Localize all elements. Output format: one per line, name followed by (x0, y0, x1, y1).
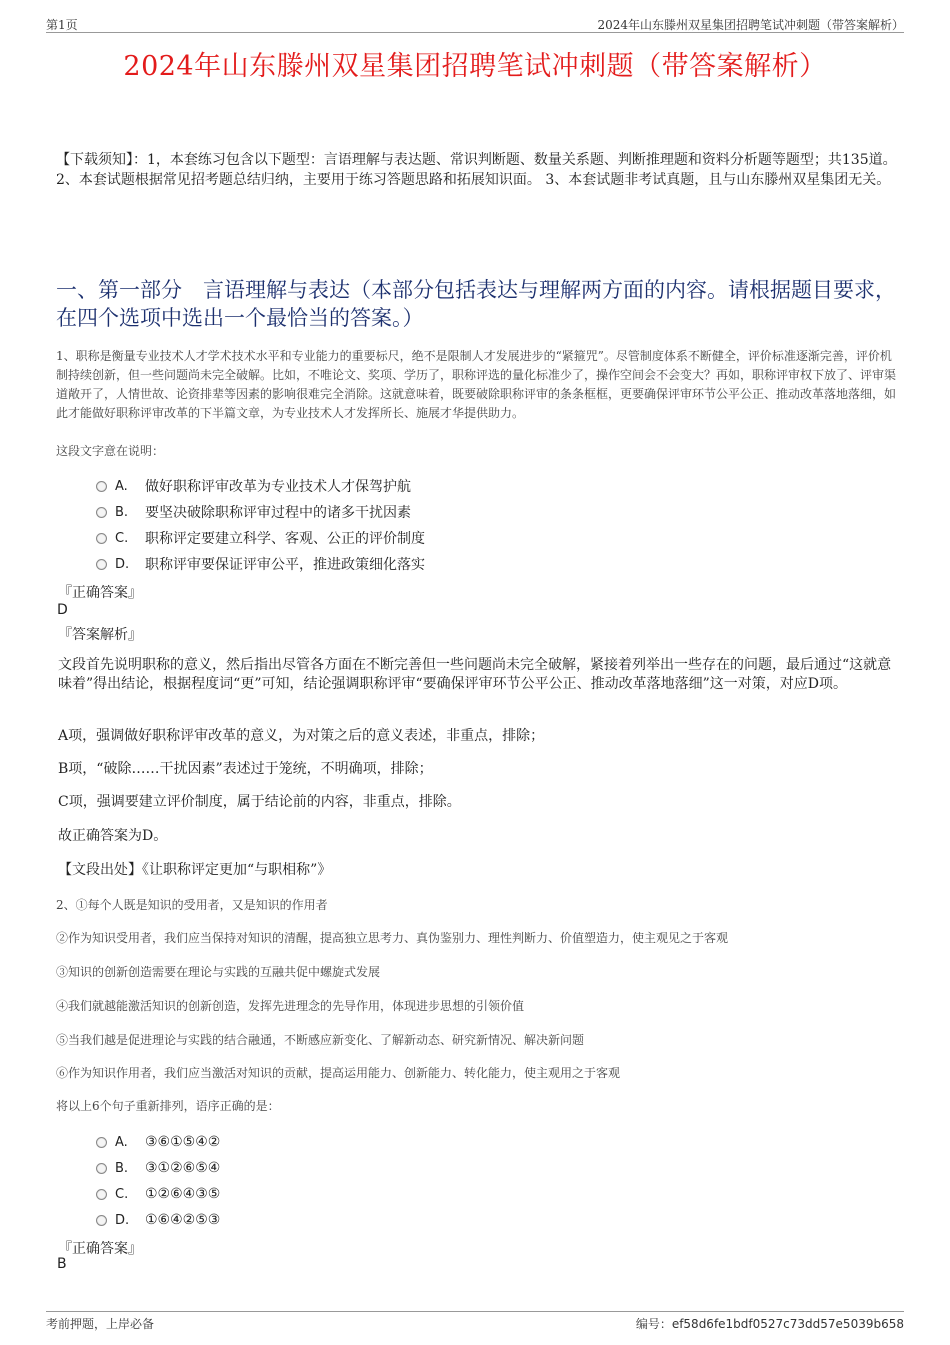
radio-icon[interactable] (96, 533, 107, 544)
q2-question: 将以上6个句子重新排列，语序正确的是： (56, 1099, 280, 1113)
option-text: ③⑥①⑤④② (145, 1134, 221, 1150)
q1-analysis-a: A项，强调做好职称评审改革的意义，为对策之后的意义表述，非重点，排除； (58, 728, 545, 744)
radio-icon[interactable] (96, 1137, 107, 1148)
q2-option-a[interactable] (96, 1132, 220, 1152)
q2-answer-label: 『正确答案』 (58, 1241, 142, 1257)
q1-option-c[interactable] (96, 528, 425, 548)
q1-analysis-label: 『答案解析』 (58, 627, 142, 643)
radio-icon[interactable] (96, 1215, 107, 1226)
option-letter: C. (115, 1186, 129, 1202)
q1-option-a[interactable] (96, 476, 411, 496)
footer-slogan: 考前押题，上岸必备 (46, 1317, 155, 1331)
q1-answer: D (57, 602, 68, 618)
radio-icon[interactable] (96, 481, 107, 492)
radio-icon[interactable] (96, 1189, 107, 1200)
option-letter: B. (115, 1160, 129, 1176)
q2-option-b[interactable] (96, 1158, 220, 1178)
q1-stem: 1、职称是衡量专业技术人才学术技术水平和专业能力的重要标尺，绝不是限制人才发展进步的“紧箍咒”。尽管制度体系不断健全，评价标准逐渐完善，评价机制持续创新，但一些问题尚未完全破解。比如，不唯论文、奖项、学历了，职称评选的量化标准少了，操作空间会不会变大？再如，职称评审权下放了、评审渠道敞开了，人情世故、论资排辈等因素的影响很难完全消除。这就意味着，既要破除职称评审的条条框框，更要确保评审环节公平公正、推动改革落地落细，如此才能做好职称评审改革的下半篇文章，为专业技术人才发挥所长、施展才华提供助力。 (56, 349, 897, 420)
page-header (46, 14, 904, 33)
q2-sentence-3: ③知识的创新创造需要在理论与实践的互融共促中螺旋式发展 (56, 965, 381, 979)
option-letter: A. (115, 1134, 128, 1150)
q2-sentence-5: ⑤当我们越是促进理论与实践的结合融通，不断感应新变化、了解新动态、研究新情况、解决新问题 (56, 1033, 585, 1047)
q1-analysis-paragraph: 文段首先说明职称的意义，然后指出尽管各方面在不断完善但一些问题尚未完全破解，紧接着列举出一些存在的问题，最后通过“这就意味着”得出结论，根据程度词“更”可知，结论强调职称评审“要确保评审环节公平公正、推动改革落地落细”这一对策，对应D项。 (58, 657, 892, 692)
q1-source: 【文段出处】《让职称评定更加“与职相称”》 (58, 862, 332, 878)
option-letter: D. (115, 556, 130, 572)
radio-icon[interactable] (96, 1163, 107, 1174)
download-notice: 【下载须知】：1，本套练习包含以下题型：言语理解与表达题、常识判断题、数量关系题、判断推理题和资料分析题等题型；共135道。 2、本套试题根据常见招考题总结归纳，主要用于练习答题思路和拓展知识面。 3、本套试题非考试真题，且与山东滕州双星集团无关。 (56, 152, 897, 188)
section-title: 一、第一部分 言语理解与表达（本部分包括表达与理解两方面的内容。请根据题目要求，在四个选项中选出一个最恰当的答案。） (56, 278, 896, 330)
footer-doc-id: 编号：ef58d6fe1bdf0527c73dd57e5039b658 (635, 1317, 904, 1331)
option-text: 做好职称评审改革为专业技术人才保驾护航 (145, 479, 411, 495)
page-footer (46, 1311, 904, 1332)
q2-option-c[interactable] (96, 1184, 220, 1204)
q1-conclusion: 故正确答案为D。 (58, 828, 168, 844)
option-letter: C. (115, 530, 129, 546)
option-letter: B. (115, 504, 129, 520)
q2-stem: 2、①每个人既是知识的受用者，又是知识的作用者 (56, 898, 328, 912)
q2-sentence-2: ②作为知识受用者，我们应当保持对知识的清醒，提高独立思考力、真伪鉴别力、理性判断力、价值塑造力，使主观见之于客观 (56, 931, 729, 945)
option-text: 职称评审要保证评审公平，推进政策细化落实 (145, 557, 425, 573)
page-title: 2024年山东滕州双星集团招聘笔试冲刺题（带答案解析） (123, 51, 827, 82)
q1-question: 这段文字意在说明： (56, 444, 165, 458)
option-letter: A. (115, 478, 128, 494)
option-letter: D. (115, 1212, 130, 1228)
header-doc-title: 2024年山东滕州双星集团招聘笔试冲刺题（带答案解析） (597, 18, 904, 32)
option-text: 要坚决破除职称评审过程中的诸多干扰因素 (145, 505, 411, 521)
q2-option-d[interactable] (96, 1210, 220, 1230)
option-text: 职称评定要建立科学、客观、公正的评价制度 (145, 531, 425, 547)
option-text: ③①②⑥⑤④ (145, 1160, 221, 1176)
q1-option-d[interactable] (96, 554, 425, 574)
option-text: ①②⑥④③⑤ (145, 1186, 221, 1202)
q2-sentence-6: ⑥作为知识作用者，我们应当激活对知识的贡献，提高运用能力、创新能力、转化能力，使主观用之于客观 (56, 1066, 621, 1080)
radio-icon[interactable] (96, 559, 107, 570)
q1-answer-label: 『正确答案』 (58, 585, 142, 601)
radio-icon[interactable] (96, 507, 107, 518)
q1-analysis-b: B项，“破除……干扰因素”表述过于笼统，不明确项，排除； (58, 761, 433, 777)
q2-sentence-4: ④我们就越能激活知识的创新创造，发挥先进理念的先导作用，体现进步思想的引领价值 (56, 999, 525, 1013)
q2-answer: B (57, 1256, 67, 1272)
q1-option-b[interactable] (96, 502, 411, 522)
option-text: ①⑥④②⑤③ (145, 1212, 221, 1228)
q1-analysis-c: C项，强调要建立评价制度，属于结论前的内容，非重点，排除。 (58, 794, 461, 810)
page-number: 第1页 (46, 18, 78, 32)
